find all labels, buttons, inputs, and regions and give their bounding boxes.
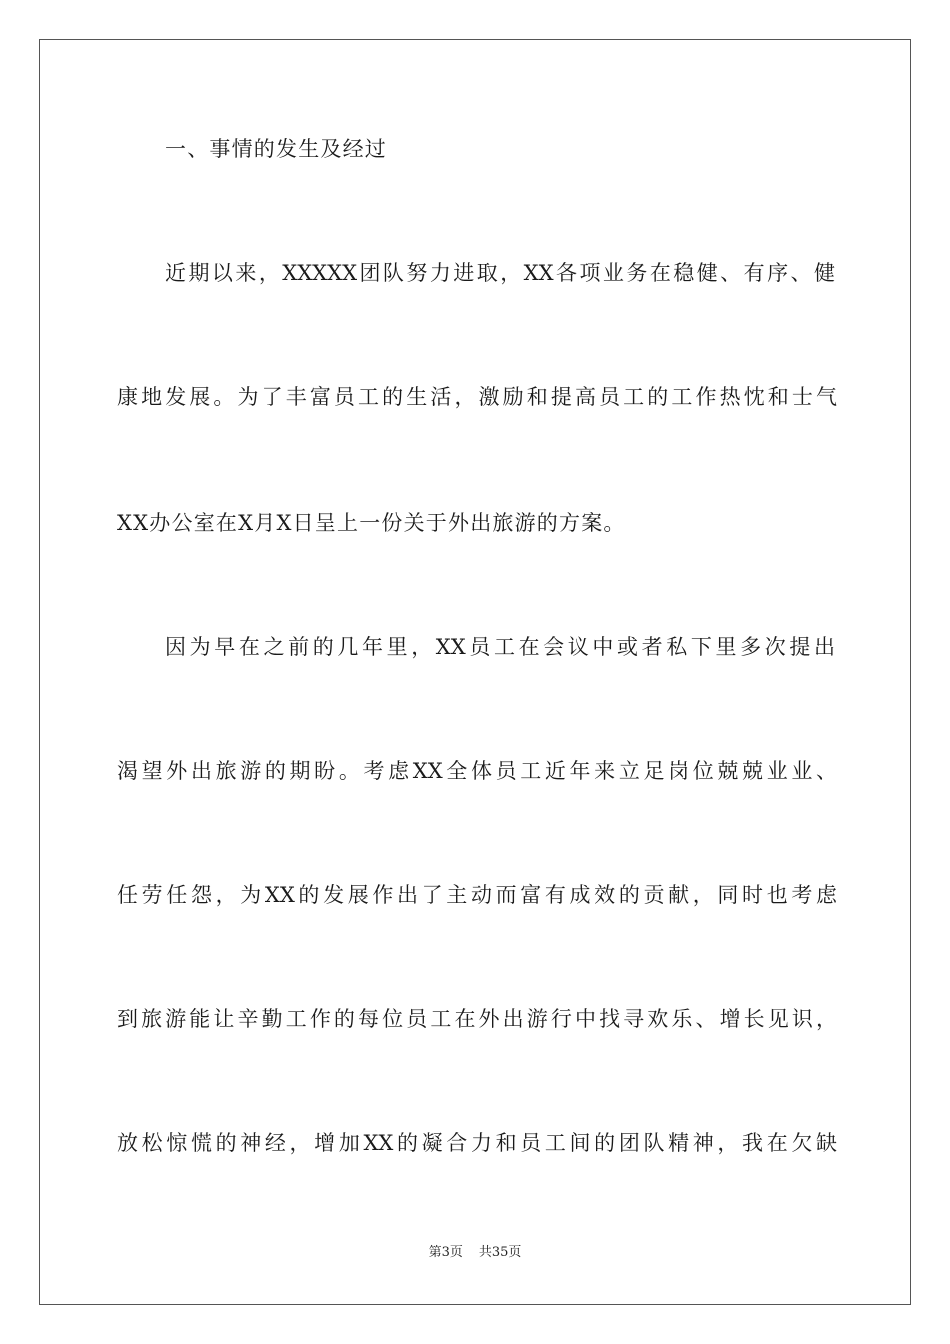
page-footer: [0, 1244, 950, 1262]
body-line-5: 渴望外出旅游的期盼。考虑XX全体员工近年来立足岗位兢兢业业、: [117, 759, 837, 783]
body-line-8: 放松惊慌的神经，增加XX的凝合力和员工间的团队精神，我在欠缺: [117, 1131, 837, 1155]
page-border: [39, 39, 911, 1305]
section-heading: 一、事情的发生及经过: [165, 137, 387, 161]
body-line-4: 因为早在之前的几年里，XX员工在会议中或者私下里多次提出: [165, 635, 835, 659]
body-line-2: 康地发展。为了丰富员工的生活，激励和提高员工的工作热忱和士气: [117, 385, 837, 409]
body-line-7: 到旅游能让辛勤工作的每位员工在外出游行中找寻欢乐、增长见识，: [117, 1007, 837, 1031]
body-line-1: 近期以来，XXXXX团队努力进取，XX各项业务在稳健、有序、健: [165, 261, 835, 285]
body-line-3: XX办公室在X月X日呈上一份关于外出旅游的方案。: [117, 511, 626, 535]
page-total: 共35页: [478, 1245, 522, 1260]
body-line-6: 任劳任怨，为XX的发展作出了主动而富有成效的贡献，同时也考虑: [117, 883, 837, 907]
page-number: 第3页: [428, 1245, 463, 1260]
